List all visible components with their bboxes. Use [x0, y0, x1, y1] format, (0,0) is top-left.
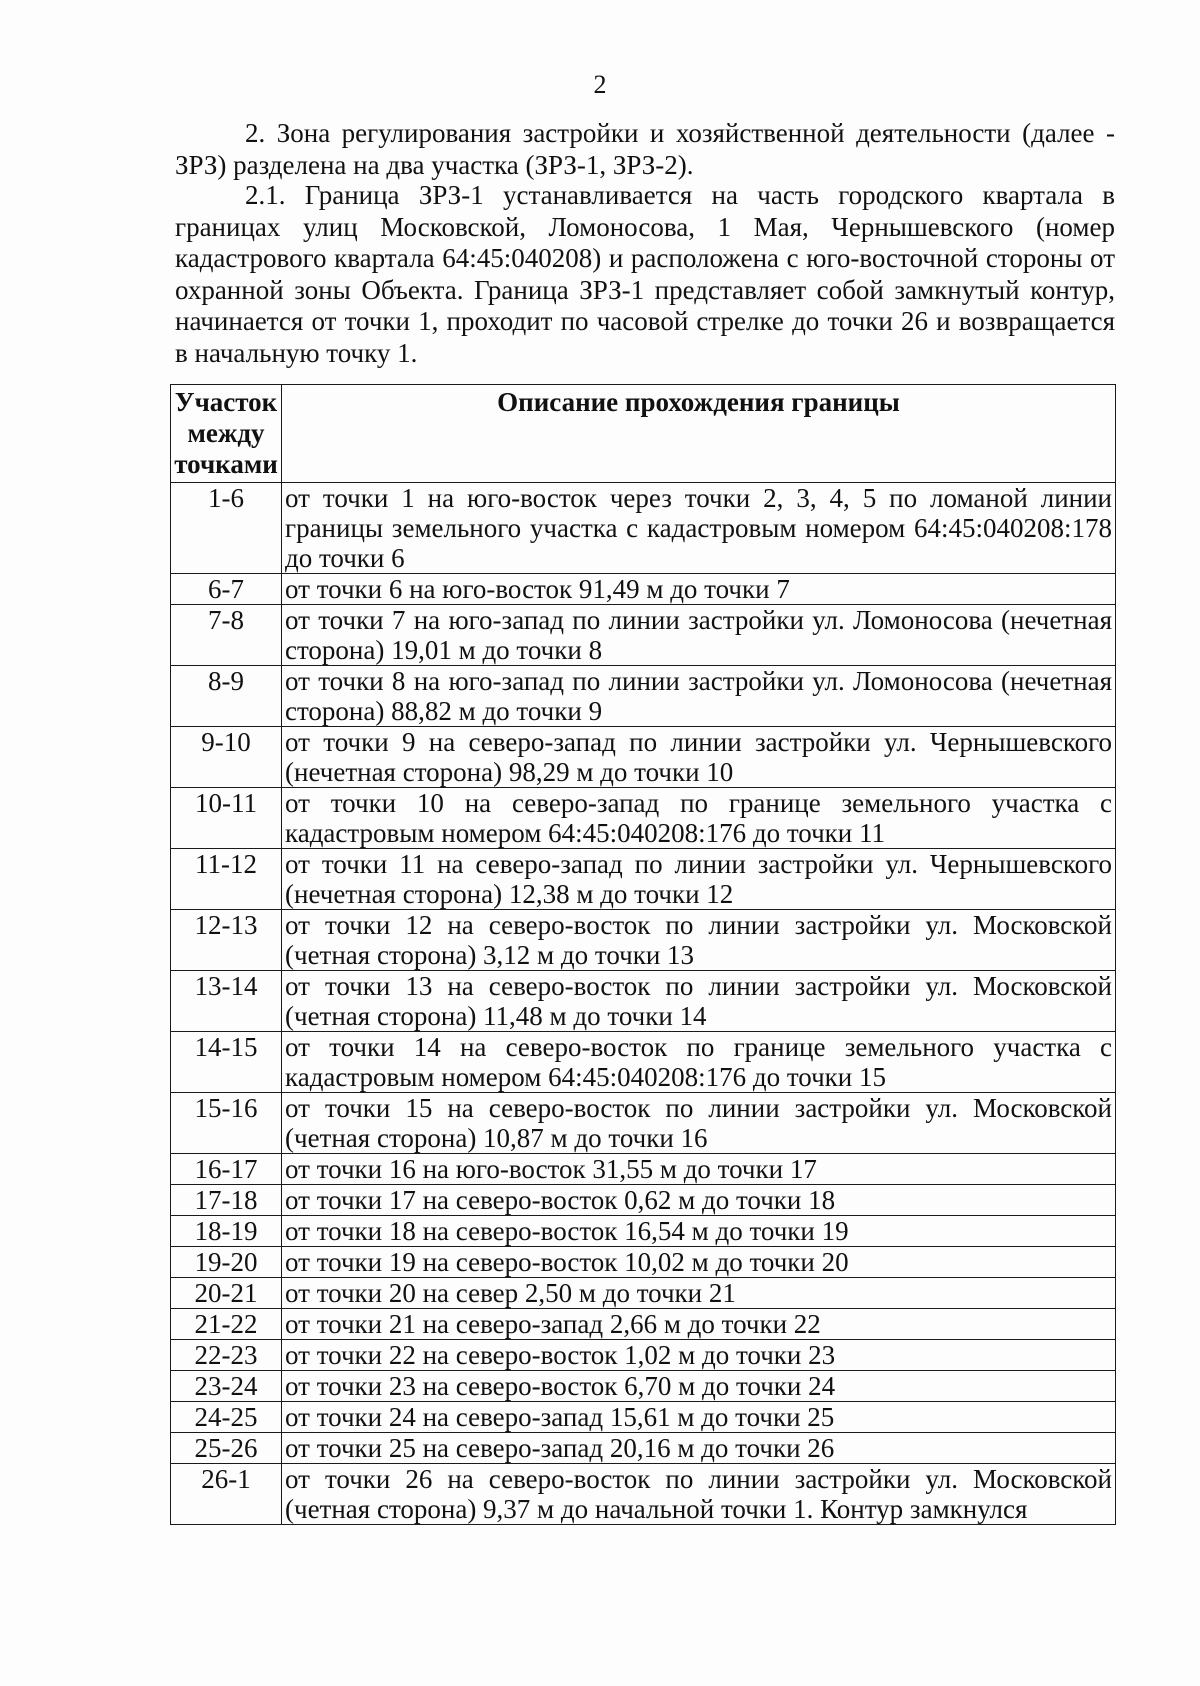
segment-cell: 23-24	[171, 1371, 282, 1402]
description-cell: от точки 7 на юго-запад по линии застройки ул. Ломоносова (нечетная сторона) 19,01 м до точки 8	[282, 605, 1116, 666]
page-number: 2	[593, 70, 607, 99]
segment-cell: 15-16	[171, 1093, 282, 1154]
description-cell: от точки 26 на северо-восток по линии застройки ул. Московской (четная сторона) 9,37 м до начальной точки 1. Контур замкнулся	[282, 1464, 1116, 1525]
segment-cell: 26-1	[171, 1464, 282, 1525]
description-cell: от точки 13 на северо-восток по линии застройки ул. Московской (четная сторона) 11,48 м до точки 14	[282, 971, 1116, 1032]
description-cell: от точки 23 на северо-восток 6,70 м до точки 24	[282, 1371, 1116, 1402]
table-row	[171, 1402, 1116, 1433]
segment-cell: 24-25	[171, 1402, 282, 1433]
table-row	[171, 1032, 1116, 1093]
paragraph-zrz1-boundary-text: 2.1. Граница ЗРЗ-1 устанавливается на часть городского квартала в границах улиц Московской, Ломоносова, 1 Мая, Чернышевского (номер кадастрового квартала 64:45:040208) и расположена с юго-восточной стороны от охранной зоны Объекта. Граница ЗРЗ-1 представляет собой замкнутый контур, начинается от точки 1, проходит по часовой стрелке до точки 26 и возвращается в начальную точку 1.	[175, 180, 1115, 368]
description-cell: от точки 15 на северо-восток по линии застройки ул. Московской (четная сторона) 10,87 м до точки 16	[282, 1093, 1116, 1154]
table-row	[171, 1247, 1116, 1278]
table-body	[171, 483, 1116, 1525]
table-row	[171, 574, 1116, 605]
table-row	[171, 910, 1116, 971]
description-cell: от точки 25 на северо-запад 20,16 м до точки 26	[282, 1433, 1116, 1464]
header-description: Описание прохождения границы	[282, 385, 1116, 483]
table-row	[171, 1185, 1116, 1216]
description-cell: от точки 6 на юго-восток 91,49 м до точки 7	[282, 574, 1116, 605]
table-row	[171, 1340, 1116, 1371]
segment-cell: 16-17	[171, 1154, 282, 1185]
segment-cell: 11-12	[171, 849, 282, 910]
description-cell: от точки 19 на северо-восток 10,02 м до точки 20	[282, 1247, 1116, 1278]
boundary-table	[170, 384, 1116, 1525]
segment-cell: 18-19	[171, 1216, 282, 1247]
description-cell: от точки 18 на северо-восток 16,54 м до точки 19	[282, 1216, 1116, 1247]
description-cell: от точки 10 на северо-запад по границе земельного участка с кадастровым номером 64:45:040208:176 до точки 11	[282, 788, 1116, 849]
table-row	[171, 1093, 1116, 1154]
description-cell: от точки 9 на северо-запад по линии застройки ул. Чернышевского (нечетная сторона) 98,29 м до точки 10	[282, 727, 1116, 788]
description-cell: от точки 16 на юго-восток 31,55 м до точки 17	[282, 1154, 1116, 1185]
segment-cell: 9-10	[171, 727, 282, 788]
description-cell: от точки 21 на северо-запад 2,66 м до точки 22	[282, 1309, 1116, 1340]
table-row	[171, 849, 1116, 910]
table-row	[171, 971, 1116, 1032]
segment-cell: 6-7	[171, 574, 282, 605]
table-row	[171, 605, 1116, 666]
segment-cell: 25-26	[171, 1433, 282, 1464]
segment-cell: 19-20	[171, 1247, 282, 1278]
paragraph-zrz-intro-text: 2. Зона регулирования застройки и хозяйственной деятельности (далее - ЗРЗ) разделена на два участка (ЗРЗ-1, ЗРЗ-2).	[175, 118, 1115, 180]
segment-cell: 14-15	[171, 1032, 282, 1093]
paragraph-zrz-intro	[175, 118, 1115, 181]
description-cell: от точки 11 на северо-запад по линии застройки ул. Чернышевского (нечетная сторона) 12,38 м до точки 12	[282, 849, 1116, 910]
description-cell: от точки 14 на северо-восток по границе земельного участка с кадастровым номером 64:45:040208:176 до точки 15	[282, 1032, 1116, 1093]
table-row	[171, 1216, 1116, 1247]
description-cell: от точки 12 на северо-восток по линии застройки ул. Московской (четная сторона) 3,12 м до точки 13	[282, 910, 1116, 971]
description-cell: от точки 22 на северо-восток 1,02 м до точки 23	[282, 1340, 1116, 1371]
segment-cell: 21-22	[171, 1309, 282, 1340]
description-cell: от точки 1 на юго-восток через точки 2, 3, 4, 5 по ломаной линии границы земельного участка с кадастровым номером 64:45:040208:178 до точки 6	[282, 483, 1116, 574]
description-cell: от точки 20 на север 2,50 м до точки 21	[282, 1278, 1116, 1309]
description-cell: от точки 8 на юго-запад по линии застройки ул. Ломоносова (нечетная сторона) 88,82 м до точки 9	[282, 666, 1116, 727]
table-row	[171, 727, 1116, 788]
segment-cell: 12-13	[171, 910, 282, 971]
segment-cell: 1-6	[171, 483, 282, 574]
table-row	[171, 483, 1116, 574]
table-row	[171, 788, 1116, 849]
table-header-row	[171, 385, 1116, 483]
segment-cell: 17-18	[171, 1185, 282, 1216]
table-row	[171, 666, 1116, 727]
table-row	[171, 1433, 1116, 1464]
description-cell: от точки 17 на северо-восток 0,62 м до точки 18	[282, 1185, 1116, 1216]
segment-cell: 22-23	[171, 1340, 282, 1371]
table-row	[171, 1278, 1116, 1309]
segment-cell: 13-14	[171, 971, 282, 1032]
description-cell: от точки 24 на северо-запад 15,61 м до точки 25	[282, 1402, 1116, 1433]
segment-cell: 7-8	[171, 605, 282, 666]
header-segment: Участок между точками	[171, 385, 282, 483]
segment-cell: 10-11	[171, 788, 282, 849]
paragraph-zrz1-boundary	[175, 180, 1115, 369]
segment-cell: 20-21	[171, 1278, 282, 1309]
table-row	[171, 1464, 1116, 1525]
table-row	[171, 1154, 1116, 1185]
segment-cell: 8-9	[171, 666, 282, 727]
table-row	[171, 1309, 1116, 1340]
table-row	[171, 1371, 1116, 1402]
